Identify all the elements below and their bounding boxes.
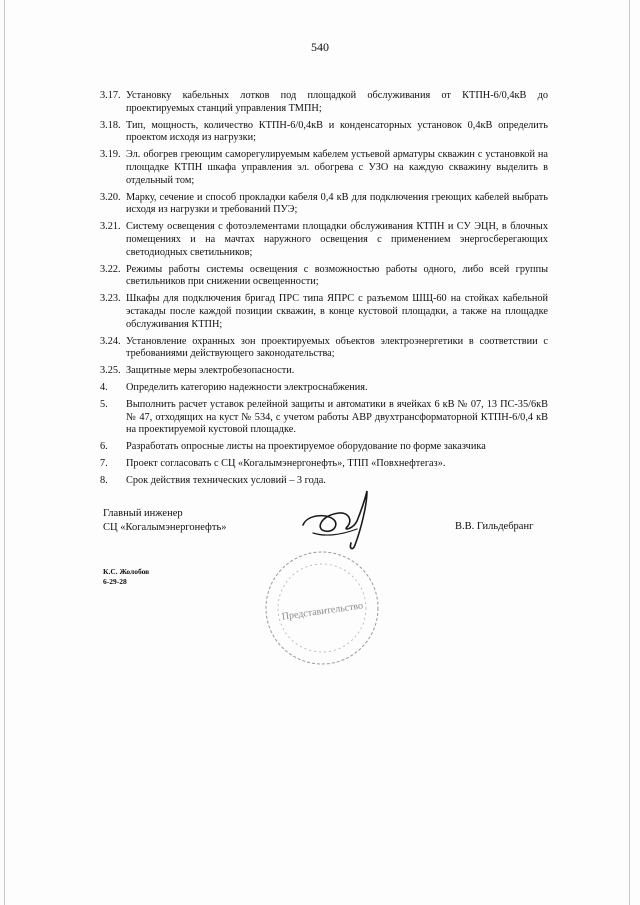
list-item [100, 90, 548, 116]
item-text: Установление охранных зон проектируемых объектов электроэнергетики в соответствии с требованиями действующего законодательства; [126, 335, 548, 360]
item-text: Защитные меры электробезопасности. [126, 365, 295, 377]
item-number: 5. [100, 398, 108, 410]
stamp-seal [262, 548, 382, 668]
item-text: Шкафы для подключения бригад ПРС типа ЯПРС с разъемом ШЩ-60 на стойках кабельной эстакады после каждой позиции скважин, в конце кустовой площадки, а также на площадке обслуживания КТПН; [126, 293, 548, 330]
item-text: Тип, мощность, количество КТПН-6/0,4кВ и конденсаторных установок 0,4кВ определить проектом исходя из нагрузки; [126, 119, 548, 144]
page-number: 540 [311, 40, 329, 54]
item-number: 3.24. [100, 335, 121, 347]
handwritten-signature [295, 485, 385, 555]
item-number: 3.21. [100, 221, 121, 233]
item-text: Срок действия технических условий – 3 года. [126, 474, 326, 486]
signer-name: В.В. Гильдебранг [455, 521, 534, 532]
list-item [100, 458, 548, 471]
item-number: 3.25. [100, 365, 121, 377]
executor-phone: 6-29-28 [103, 577, 127, 586]
list-item [100, 192, 548, 218]
item-number: 7. [100, 457, 108, 469]
item-text: Проект согласовать с СЦ «Когалымэнергонефть», ТПП «Повхнефтегаз». [126, 457, 446, 469]
list-item [100, 336, 548, 362]
item-number: 3.18. [100, 119, 121, 131]
position-title: Главный инженер [103, 508, 183, 519]
item-text: Определить категорию надежности электроснабжения. [126, 381, 368, 393]
requirements-list [100, 90, 548, 492]
list-item [100, 149, 548, 187]
list-item [100, 365, 548, 378]
item-text: Выполнить расчет уставок релейной защиты и автоматики в ячейках 6 кВ № 07, 13 ПС-35/6кВ № 47, отходящих на куст № 534, с учетом работы АВР двухтрансформаторной КТПН-6/0,4 кВ на проектируемой кустовой площадке. [126, 398, 548, 436]
item-text: Разработать опросные листы на проектируемое оборудование по форме заказчика [126, 441, 486, 453]
item-number: 6. [100, 441, 108, 453]
stamp-text: Представительство [281, 600, 364, 623]
list-item [100, 293, 548, 331]
scan-edge-left [4, 0, 5, 905]
item-text: Систему освещения с фотоэлементами площадки обслуживания КТПН и СУ ЭЦН, в блочных помещениях и на мачтах наружного освещения с применением энергосберегающих светодиодных светильников; [126, 221, 548, 258]
list-item [100, 399, 548, 437]
item-number: 3.23. [100, 293, 121, 305]
item-text: Марку, сечение и способ прокладки кабеля 0,4 кВ для подключения греющих кабелей выбрать исходя из нагрузки и требований ПУЭ; [126, 191, 548, 216]
executor-info [103, 567, 149, 587]
list-item [100, 441, 548, 454]
signatory-position [103, 507, 227, 535]
item-number: 8. [100, 474, 108, 486]
list-item [100, 264, 548, 290]
item-text: Эл. обогрев греющим саморегулируемым кабелем устьевой арматуры скважин с установкой на площадке КТПН шкафа управления эл. обогрева с УЗО на каждую скважину выделить в отдельный том; [126, 149, 548, 186]
item-number: 4. [100, 381, 108, 393]
item-text: Режимы работы системы освещения с возможностью работы одного, либо всей группы светильников при снижении освещенности; [126, 263, 548, 288]
list-item [100, 382, 548, 395]
executor-name: К.С. Жолобов [103, 567, 150, 576]
item-text: Установку кабельных лотков под площадкой обслуживания от КТПН-6/0,4кВ до проектируемых станций управления ТМПН; [126, 90, 548, 114]
scan-edge-right [629, 0, 630, 905]
item-number: 3.19. [100, 149, 121, 161]
item-number: 3.17. [100, 90, 121, 101]
organization-name: СЦ «Когалымэнергонефть» [103, 522, 227, 533]
item-number: 3.20. [100, 191, 121, 203]
item-number: 3.22. [100, 263, 121, 275]
list-item [100, 120, 548, 146]
list-item [100, 221, 548, 259]
